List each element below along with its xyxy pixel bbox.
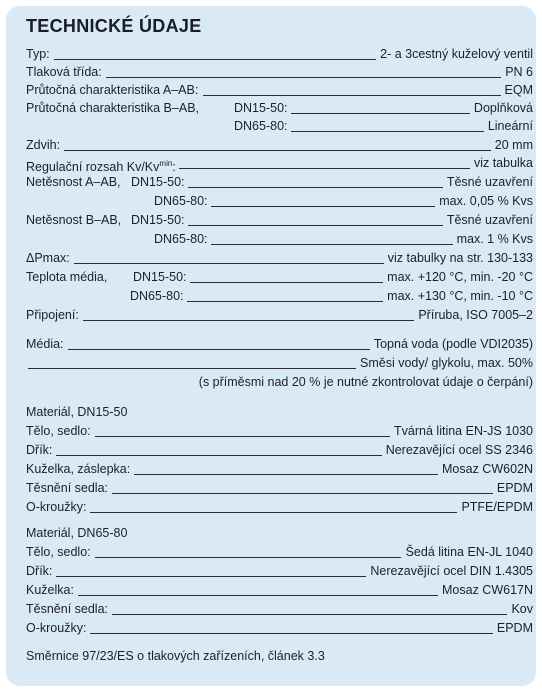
spec-sublabel: DN65-80: (154, 232, 208, 246)
leader-line (95, 436, 390, 437)
spec-row (26, 581, 533, 600)
spec-value: Topná voda (podle VDI2035) (373, 337, 533, 351)
spec-value: 2- a 3cestný kuželový ventil (380, 47, 533, 61)
spec-value: max. +120 °C, min. -20 °C (387, 270, 533, 284)
leader-line (54, 59, 377, 60)
leader-line (68, 349, 370, 350)
spec-label: O-kroužky: (26, 621, 87, 635)
leader-line (64, 150, 491, 151)
leader-line (134, 474, 438, 475)
spec-label: Tělo, sedlo: (26, 545, 91, 559)
spec-value: EPDM (496, 481, 533, 495)
spec-value: Tvárná litina EN-JS 1030 (394, 424, 533, 438)
spec-row (26, 479, 533, 498)
leader-line (211, 206, 435, 207)
spec-sublabel: DN15-50: (234, 101, 288, 115)
spec-row (26, 543, 533, 562)
spec-row (26, 306, 533, 325)
spec-label: Těsnění sedla: (26, 481, 108, 495)
spec-value: Kov (511, 602, 533, 616)
spec-row (26, 230, 533, 249)
spec-row (26, 249, 533, 268)
spec-value: EPDM (496, 621, 533, 635)
spec-row (26, 99, 533, 118)
media-note (26, 373, 533, 392)
spec-value: PN 6 (505, 65, 533, 79)
leader-line (28, 368, 356, 369)
spec-value: Těsné uzavření (446, 175, 533, 189)
spec-label: Průtočná charakteristika A–AB: (26, 83, 199, 97)
spec-row (26, 81, 533, 100)
leader-line (188, 187, 442, 188)
spec-row (26, 422, 533, 441)
spec-value: Mosaz CW617N (442, 583, 533, 597)
section-heading (26, 403, 533, 422)
spec-row (26, 335, 533, 354)
spec-row (26, 173, 533, 192)
leader-line (90, 512, 457, 513)
leader-line (78, 595, 438, 596)
spec-label: Tělo, sedlo: (26, 424, 91, 438)
spec-label: Dřík: (26, 443, 53, 457)
spec-sublabel: DN15-50: (131, 175, 185, 189)
spec-label: Průtočná charakteristika B–AB, (26, 101, 199, 115)
spec-label: Dřík: (26, 564, 53, 578)
spec-label: Netěsnost A–AB, (26, 175, 121, 189)
spec-row (26, 192, 533, 211)
spec-row (26, 268, 533, 287)
spec-value: PTFE/EPDM (461, 500, 533, 514)
spec-row (26, 498, 533, 517)
spec-row (26, 63, 533, 82)
directive-footnote (26, 647, 533, 666)
section-heading-text: Materiál, DN15-50 (26, 405, 128, 419)
spec-row (26, 45, 533, 64)
leader-line (106, 77, 501, 78)
spec-label: Tlaková třída: (26, 65, 102, 79)
spec-row (26, 211, 533, 230)
spec-value: Směsi vody/ glykolu, max. 50% (360, 356, 533, 370)
leader-line (187, 301, 383, 302)
leader-line (291, 113, 469, 114)
spec-value: Lineární (487, 119, 533, 133)
spec-value: max. +130 °C, min. -10 °C (387, 289, 533, 303)
spec-value: EQM (504, 83, 533, 97)
leader-line (95, 557, 402, 558)
leader-line (190, 282, 383, 283)
footnote-text: Směrnice 97/23/ES o tlakových zařízeních, článek 3.3 (26, 649, 325, 663)
spec-row (26, 287, 533, 306)
leader-line (112, 614, 507, 615)
section-heading (26, 524, 533, 543)
spec-row (26, 117, 533, 136)
spec-row (26, 136, 533, 155)
leader-line (74, 263, 384, 264)
leader-line (56, 576, 366, 577)
leader-line (203, 95, 501, 96)
spec-value: Nerezavějící ocel SS 2346 (385, 443, 533, 457)
spec-sublabel: DN65-80: (130, 289, 184, 303)
spec-value: Doplňková (473, 101, 533, 115)
spec-row (26, 600, 533, 619)
spec-value: Šedá litina EN-JL 1040 (405, 545, 533, 559)
spec-label: Typ: (26, 47, 50, 61)
leader-line (83, 320, 415, 321)
spec-label: Regulační rozsah $Kv/Kv^{min}$: (26, 159, 176, 175)
section-heading-text: Materiál, DN65-80 (26, 526, 128, 540)
spec-sublabel: DN15-50: (131, 213, 185, 227)
leader-line (179, 168, 470, 169)
spec-label: Netěsnost B–AB, (26, 213, 122, 227)
spec-label: Kuželka: (26, 583, 74, 597)
spec-value: viz tabulka (473, 156, 533, 170)
spec-value: Mosaz CW602N (442, 462, 533, 476)
leader-line (56, 455, 381, 456)
spec-label-superscript: min (159, 159, 173, 168)
spec-label: Kuželka, záslepka: (26, 462, 131, 476)
spec-row (26, 441, 533, 460)
technical-data-panel (6, 6, 536, 686)
spec-label: ΔPmax: (26, 251, 70, 265)
spec-sublabel: DN65-80: (234, 119, 288, 133)
spec-sublabel: DN65-80: (154, 194, 208, 208)
spec-label: Připojení: (26, 308, 79, 322)
leader-line (291, 131, 483, 132)
panel-title: TECHNICKÉ ÚDAJE (26, 16, 202, 36)
spec-value: Nerezavějící ocel DIN 1.4305 (370, 564, 533, 578)
spec-value: Těsné uzavření (446, 213, 533, 227)
leader-line (188, 225, 442, 226)
spec-value: Příruba, ISO 7005–2 (418, 308, 533, 322)
leader-line (112, 493, 493, 494)
spec-row (26, 354, 533, 373)
leader-line (90, 633, 492, 634)
spec-row (26, 460, 533, 479)
spec-label: O-kroužky: (26, 500, 87, 514)
leader-line (211, 244, 452, 245)
spec-row (26, 154, 533, 173)
note-text: (s příměsmi nad 20 % je nutné zkontrolovat údaje o čerpání) (198, 375, 533, 389)
spec-row (26, 562, 533, 581)
spec-value: max. 1 % Kvs (456, 232, 533, 246)
spec-value: max. 0,05 % Kvs (439, 194, 533, 208)
spec-row (26, 619, 533, 638)
spec-label: Média: (26, 337, 64, 351)
spec-value: viz tabulky na str. 130-133 (387, 251, 533, 265)
spec-label: Zdvih: (26, 138, 61, 152)
spec-label: Těsnění sedla: (26, 602, 108, 616)
spec-sublabel: DN15-50: (133, 270, 187, 284)
spec-label: Teplota média, (26, 270, 108, 284)
spec-value: 20 mm (494, 138, 533, 152)
